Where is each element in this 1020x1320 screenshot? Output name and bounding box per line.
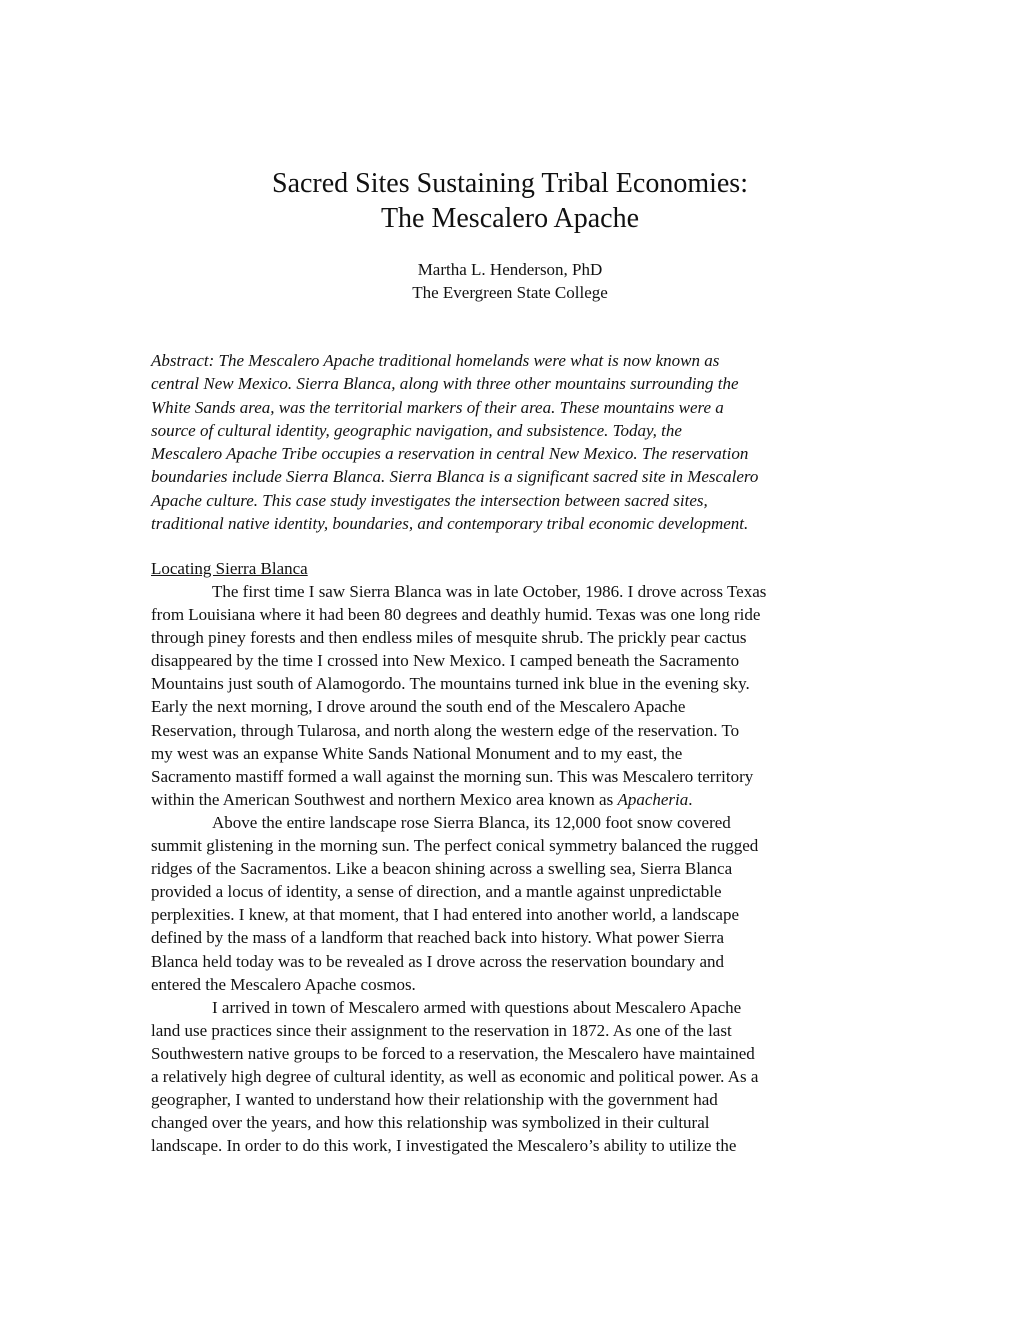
title-line-2: The Mescalero Apache (380, 203, 640, 234)
paragraph-text: . (688, 789, 693, 809)
paragraph-line: ridges of the Sacramentos. Like a beacon shining across a swelling sea, Sierra Blanca (151, 859, 733, 879)
paragraph-text: within the American Southwest and northern Mexico area known as (151, 789, 618, 809)
paragraph-line: Above the entire landscape rose Sierra Blanca, its 12,000 foot snow covered (212, 812, 731, 832)
title-line-1: Sacred Sites Sustaining Tribal Economies: (272, 168, 748, 199)
abstract-line: boundaries include Sierra Blanca. Sierra Blanca is a significant sacred site in Mescalero (151, 467, 759, 487)
paragraph-line: entered the Mescalero Apache cosmos. (151, 974, 416, 994)
abstract-line: Apache culture. This case study investigates the intersection between sacred sites, (151, 490, 708, 510)
paragraph-line: from Louisiana where it had been 80 degrees and deathly humid. Texas was one long ride (151, 605, 761, 625)
paragraph-line: a relatively high degree of cultural identity, as well as economic and political power. As a (151, 1066, 759, 1086)
paragraph-line: Reservation, through Tularosa, and north along the western edge of the reservation. To (151, 720, 740, 740)
paragraph-line: changed over the years, and how this relationship was symbolized in their cultural (151, 1113, 710, 1133)
paragraph-line: perplexities. I knew, at that moment, that I had entered into another world, a landscape (151, 905, 740, 925)
paragraph-line: Blanca held today was to be revealed as I drove across the reservation boundary and (151, 951, 725, 971)
author-affiliation: The Evergreen State College (412, 283, 608, 302)
paragraph-line: Southwestern native groups to be forced to a reservation, the Mescalero have maintained (151, 1043, 755, 1063)
paragraph-line: landscape. In order to do this work, I investigated the Mescalero’s ability to utilize the (151, 1136, 737, 1156)
paragraph-line: through piney forests and then endless miles of mesquite shrub. The prickly pear cactus (151, 628, 747, 648)
paragraph-line: Early the next morning, I drove around the south end of the Mescalero Apache (151, 697, 686, 717)
paragraph-line: I arrived in town of Mescalero armed with questions about Mescalero Apache (212, 997, 742, 1017)
paragraph-line: summit glistening in the morning sun. The perfect conical symmetry balanced the rugged (151, 836, 759, 856)
abstract-line: source of cultural identity, geographic navigation, and subsistence. Today, the (151, 420, 682, 440)
section-heading: Locating Sierra Blanca (151, 559, 308, 578)
paragraph-line: defined by the mass of a landform that reached back into history. What power Sierra (151, 928, 725, 948)
author-name: Martha L. Henderson, PhD (417, 260, 603, 279)
paragraph-line: my west was an expanse White Sands National Monument and to my east, the (151, 743, 683, 763)
abstract-line: central New Mexico. Sierra Blanca, along with three other mountains surrounding the (151, 374, 739, 394)
apacheria-term: Apacheria (617, 789, 689, 809)
abstract (151, 349, 871, 535)
author-block (0, 258, 1020, 304)
paragraph-line: Sacramento mastiff formed a wall against the morning sun. This was Mescalero territory (151, 766, 754, 786)
paragraph-line: disappeared by the time I crossed into New Mexico. I camped beneath the Sacramento (151, 651, 740, 671)
abstract-line: traditional native identity, boundaries, and contemporary tribal economic development. (151, 514, 749, 534)
abstract-line: Abstract: The Mescalero Apache traditional homelands were what is now known as (151, 351, 720, 370)
paragraph-line: Mountains just south of Alamogordo. The mountains turned ink blue in the evening sky. (151, 674, 750, 694)
abstract-line: Mescalero Apache Tribe occupies a reservation in central New Mexico. The reservation (151, 444, 749, 464)
abstract-line: White Sands area, was the territorial markers of their area. These mountains were a (151, 397, 724, 417)
paragraph-line: geographer, I wanted to understand how their relationship with the government had (151, 1090, 718, 1110)
paragraph-line: provided a locus of identity, a sense of direction, and a mantle against unpredictable (151, 882, 722, 902)
paragraph-line (151, 788, 871, 811)
paragraph-line: The first time I saw Sierra Blanca was in late October, 1986. I drove across Texas (212, 582, 767, 601)
paper-title (0, 166, 1020, 236)
body-text (151, 580, 871, 1157)
paragraph-line: land use practices since their assignment to the reservation in 1872. As one of the last (151, 1020, 732, 1040)
